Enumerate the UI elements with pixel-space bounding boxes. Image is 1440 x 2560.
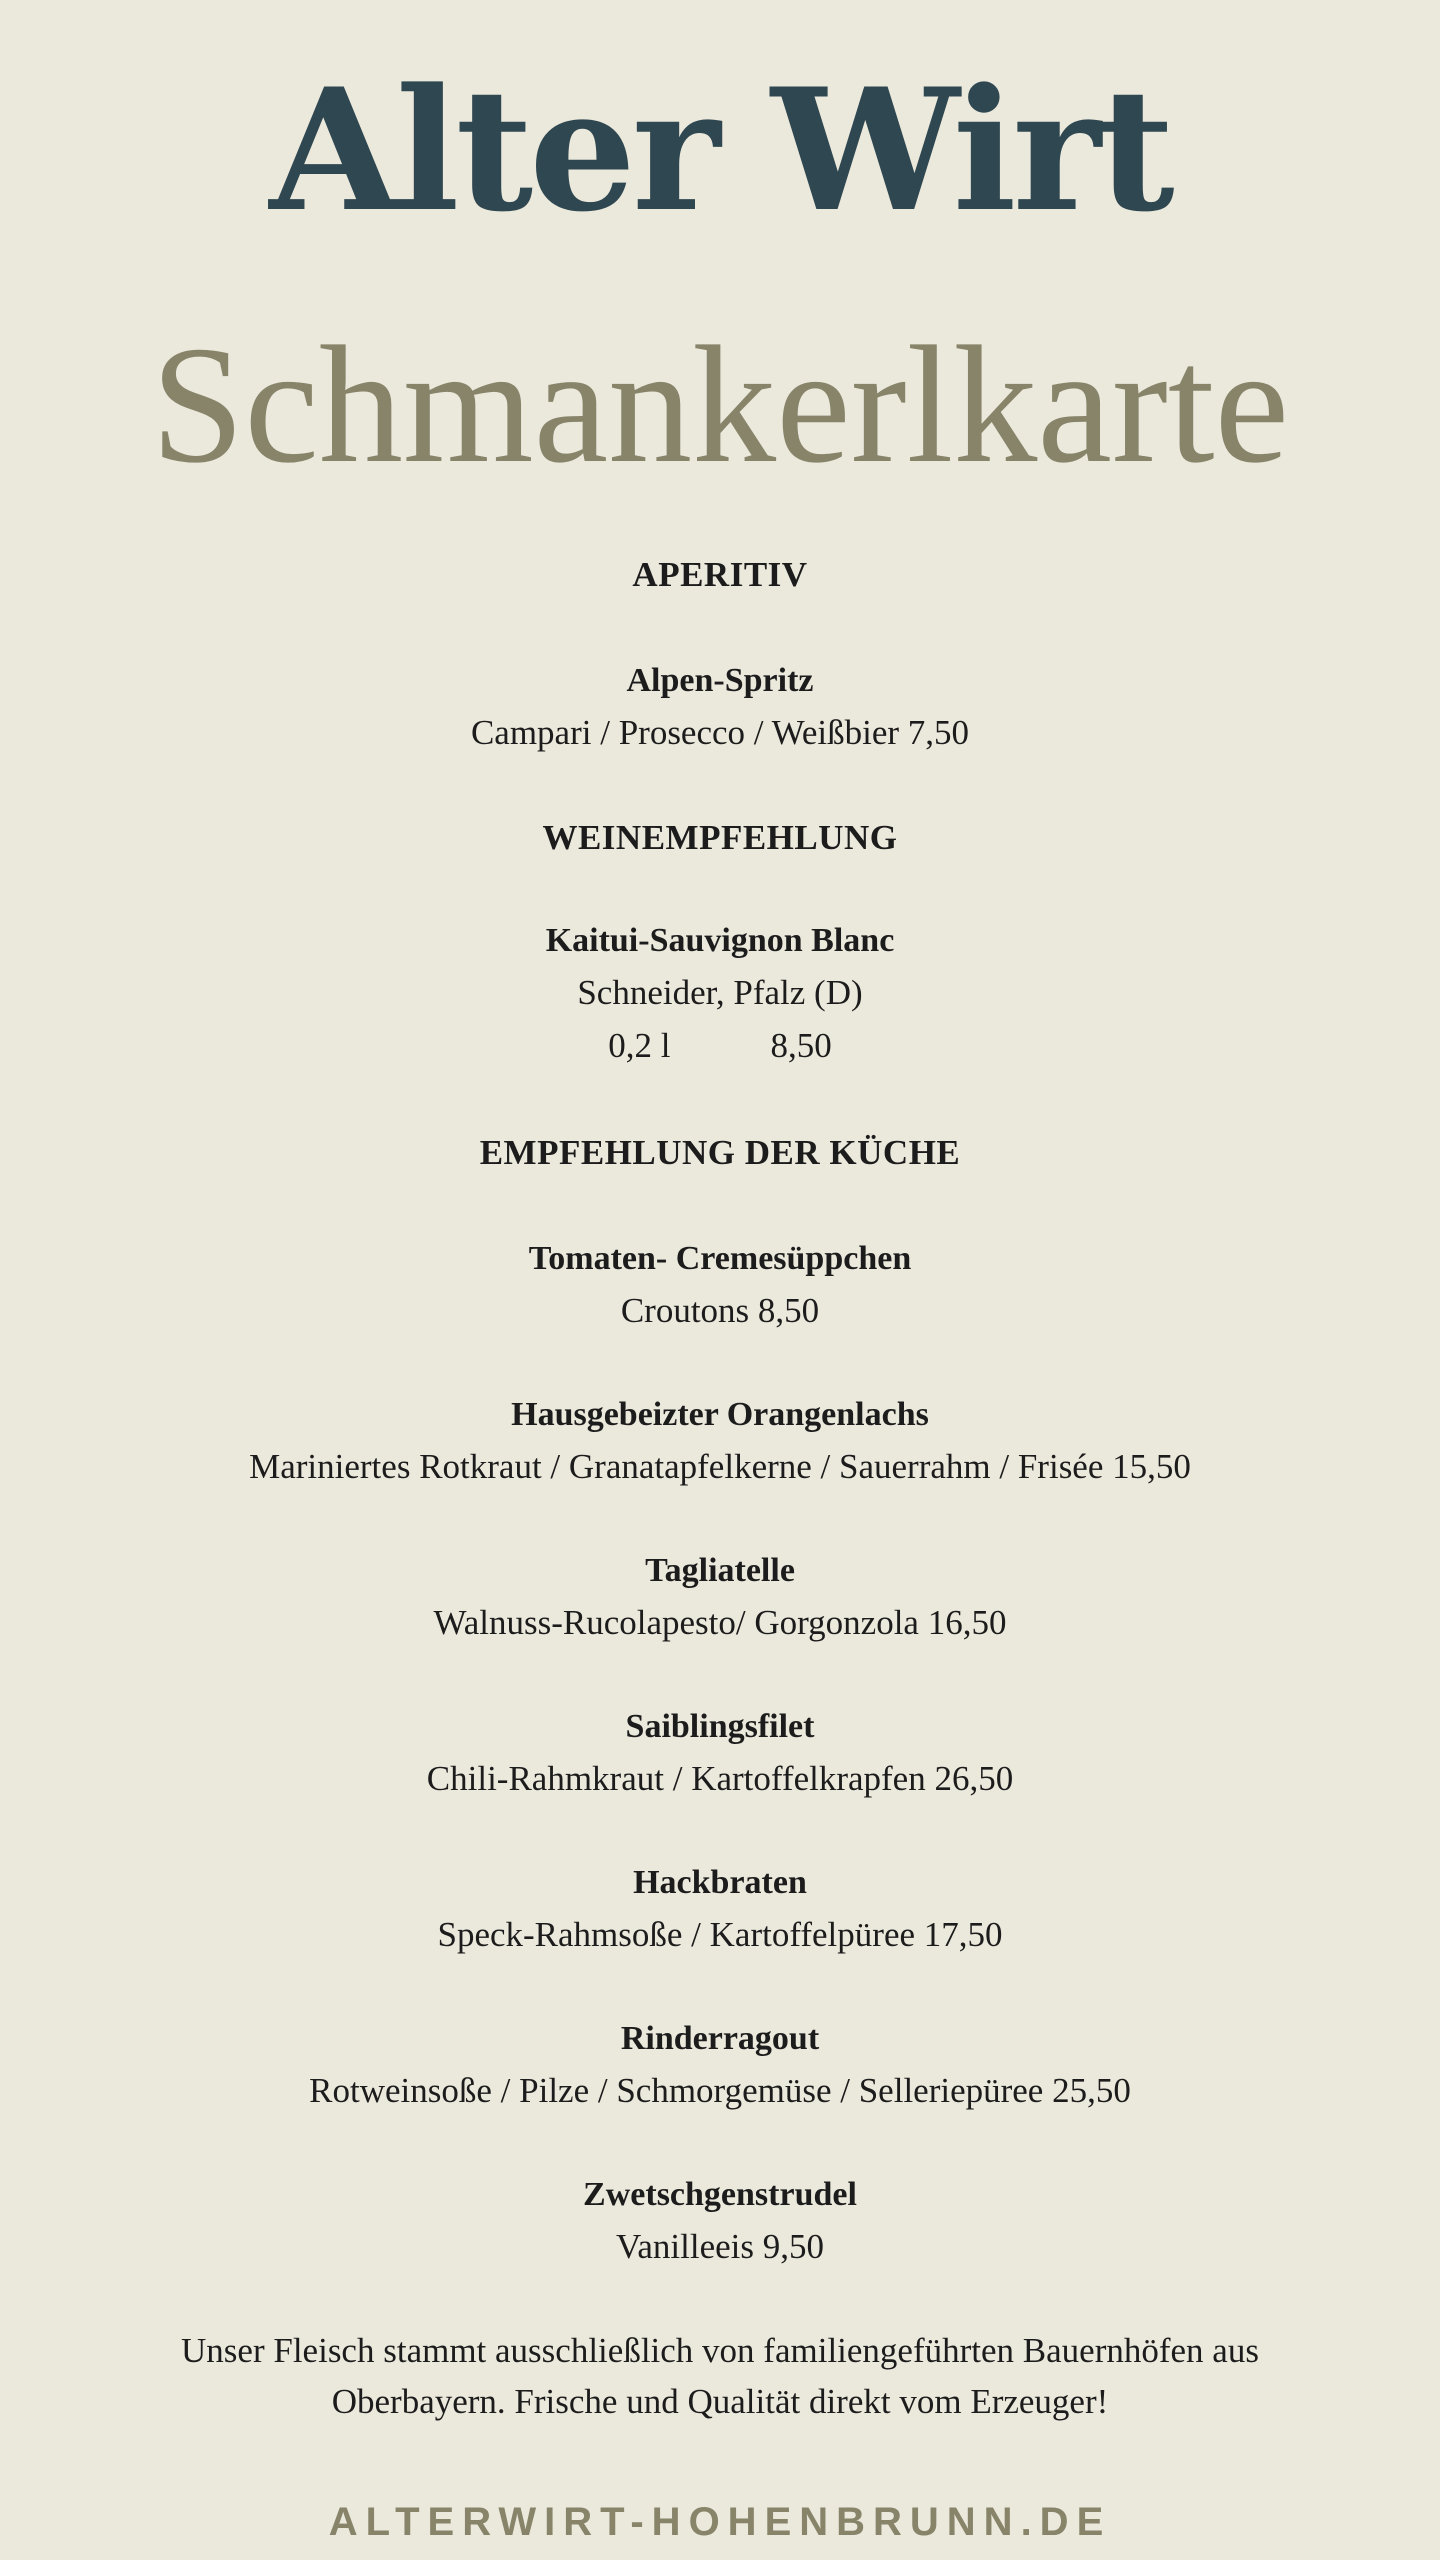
sourcing-note xyxy=(0,2325,1440,2427)
item-name-alpen-spritz: Alpen-Spritz xyxy=(626,662,814,699)
item-desc-alpen-spritz: Campari / Prosecco / Weißbier 7,50 xyxy=(470,713,970,752)
item-name: Hackbraten xyxy=(633,1864,807,1901)
sourcing-note-line-1: Unser Fleisch stammt ausschließlich von familiengeführten Bauernhöfen aus xyxy=(181,2331,1259,2370)
item-desc: Vanilleeis 9,50 xyxy=(615,2227,825,2266)
item-name: Zwetschgenstrudel xyxy=(583,2176,857,2213)
wine-glass-price-row xyxy=(0,1026,1440,1066)
item-desc: Chili-Rahmkraut / Kartoffelkrapfen 26,50 xyxy=(426,1759,1014,1798)
item-name: Hausgebeizter Orangenlachs xyxy=(511,1396,929,1433)
section-heading-kueche: EMPFEHLUNG DER KÜCHE xyxy=(479,1133,961,1172)
item-desc: Rotweinsoße / Pilze / Schmorgemüse / Selleriepüree 25,50 xyxy=(309,2071,1131,2110)
wine-price: 8,50 xyxy=(770,1026,832,1065)
item-desc-sauvignon-blanc: Schneider, Pfalz (D) xyxy=(577,973,863,1012)
item-desc: Speck-Rahmsoße / Kartoffelpüree 17,50 xyxy=(437,1915,1003,1954)
item-name: Saiblingsfilet xyxy=(625,1708,815,1745)
item-name: Tomaten- Cremesüppchen xyxy=(528,1240,912,1277)
sourcing-note-line-2: Oberbayern. Frische und Qualität direkt vom Erzeuger! xyxy=(331,2382,1109,2421)
page-title: Schmankerlkarte xyxy=(150,312,1290,498)
item-name-sauvignon-blanc: Kaitui-Sauvignon Blanc xyxy=(545,922,895,959)
restaurant-logo: Alter Wirt xyxy=(269,51,1171,249)
section-heading-aperitiv: APERITIV xyxy=(632,555,808,594)
wine-quantity: 0,2 l xyxy=(608,1026,671,1065)
item-name: Tagliatelle xyxy=(645,1552,795,1589)
item-desc: Walnuss-Rucolapesto/ Gorgonzola 16,50 xyxy=(433,1603,1007,1642)
item-desc: Croutons 8,50 xyxy=(620,1291,820,1330)
item-desc: Mariniertes Rotkraut / Granatapfelkerne / Sauerrahm / Frisée 15,50 xyxy=(249,1447,1191,1486)
website-link[interactable]: ALTERWIRT-HOHENBRUNN.DE xyxy=(328,2500,1112,2544)
item-name: Rinderragout xyxy=(620,2020,820,2057)
section-heading-weinempfehlung: WEINEMPFEHLUNG xyxy=(542,818,898,857)
